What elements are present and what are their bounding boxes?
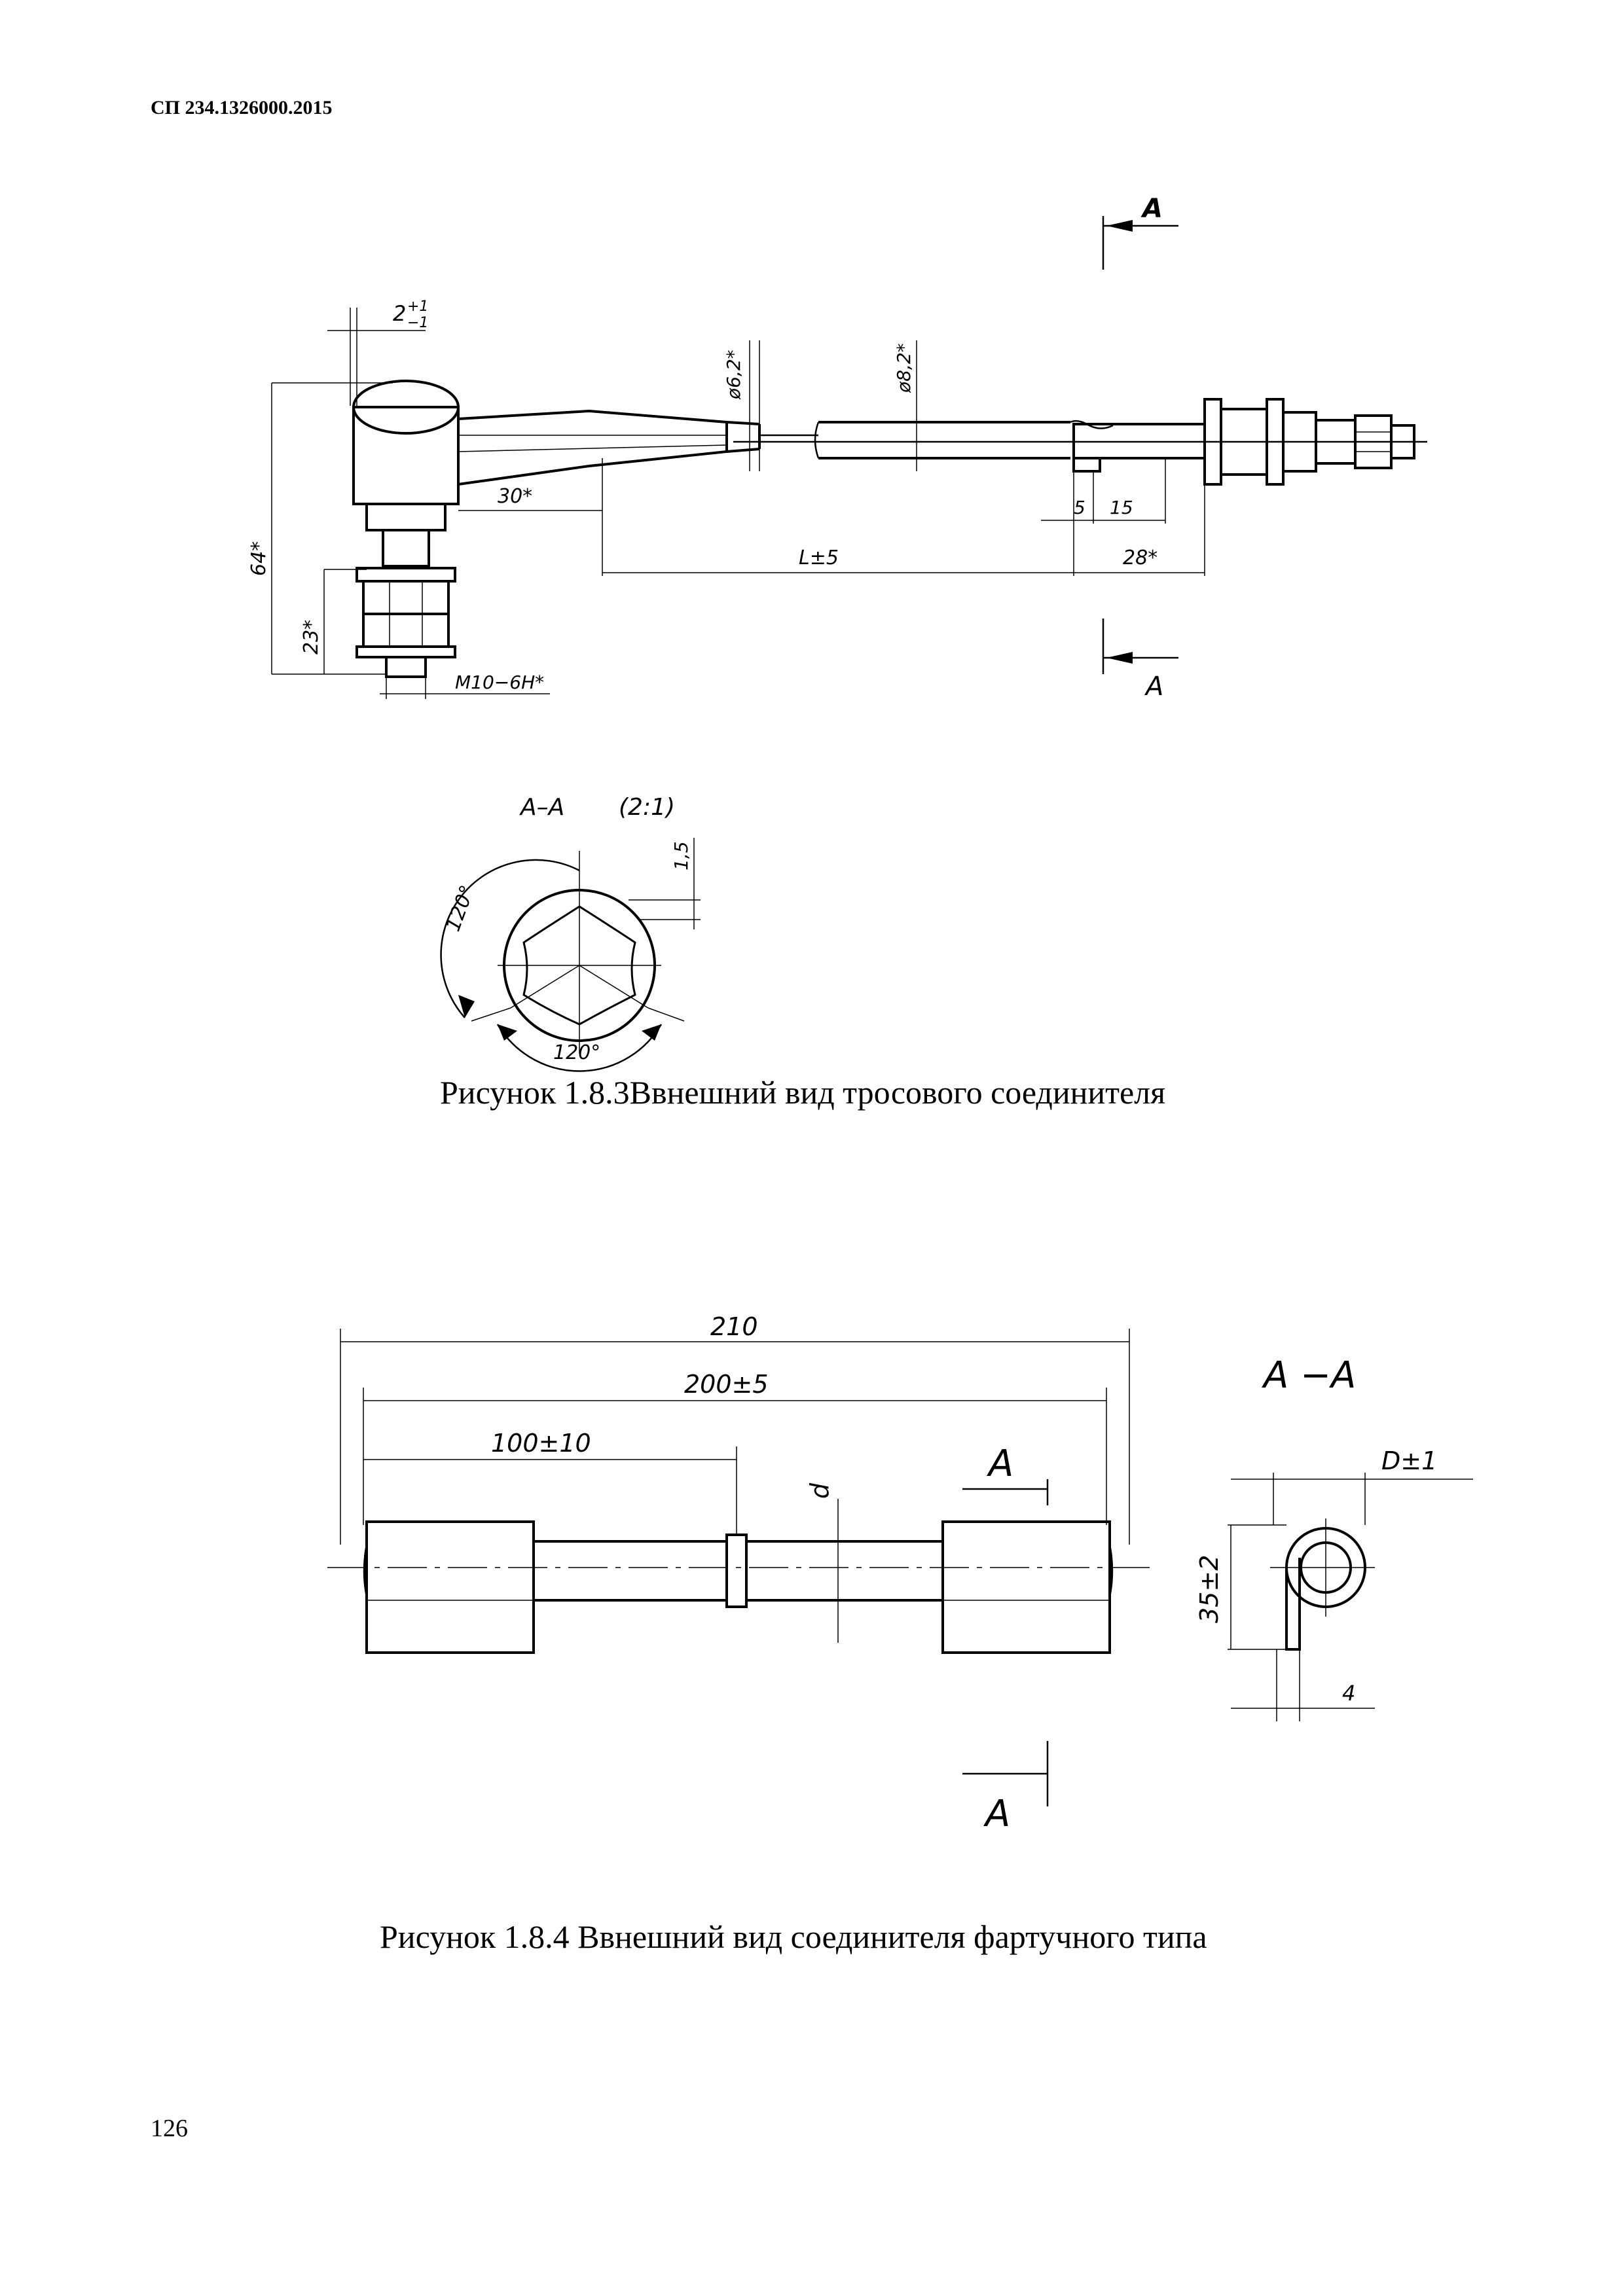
- dim-100: 100±10: [491, 1429, 591, 1458]
- section-a-a-circle: [441, 794, 701, 1071]
- section-label-bottom: A: [1146, 672, 1164, 702]
- dim-30: 30*: [498, 485, 533, 508]
- dim-35: 35±2: [1195, 1554, 1224, 1623]
- section-marker-bottom: [1103, 619, 1178, 702]
- dim-l: L±5: [799, 547, 839, 569]
- angle-label-2: 120°: [553, 1041, 601, 1064]
- section-label-top-2: A: [989, 1443, 1014, 1485]
- cable-lug: [354, 381, 759, 566]
- figure-1-8-3-cable-connector: [247, 194, 1427, 1071]
- dim-64: 64*: [247, 541, 270, 576]
- dim-d: d: [805, 1482, 834, 1499]
- document-code-header: СП 234.1326000.2015: [151, 97, 333, 118]
- dim-5: 5: [1074, 497, 1085, 518]
- dim-d-tol: D±1: [1381, 1446, 1438, 1475]
- apron-section-a-a: [1195, 1354, 1473, 1721]
- section-title-2: A −A: [1264, 1354, 1357, 1397]
- section-label-bottom-2: A: [985, 1793, 1011, 1835]
- dim-2-plus: +1: [407, 298, 429, 315]
- section-title: A–A: [520, 794, 565, 821]
- lug-nuts: [357, 568, 455, 677]
- figure-caption-2: Рисунок 1.8.4 Ввнешний вид соединителя фартучного типа: [380, 1918, 1207, 1955]
- dim-thread: M10−6H*: [455, 672, 545, 693]
- dim-2: 2: [393, 301, 407, 326]
- page-number: 126: [151, 2115, 188, 2142]
- fig2-dimensions: [340, 1312, 1129, 1835]
- dim-d62: ø6,2*: [723, 350, 744, 399]
- dim-1-5: 1,5: [670, 841, 692, 870]
- dim-200: 200±5: [684, 1370, 769, 1399]
- section-scale: (2:1): [619, 794, 676, 821]
- angle-label-1: 120°: [441, 882, 480, 935]
- fig1-dimensions: [247, 298, 1205, 699]
- section-marker-top: [1103, 194, 1178, 270]
- dim-4: 4: [1342, 1681, 1356, 1706]
- apron-connector-body: [327, 1522, 1152, 1653]
- figure-caption-1: Рисунок 1.8.3Ввнешний вид тросового соединителя: [440, 1074, 1166, 1111]
- dim-23: 23*: [300, 619, 323, 655]
- dim-2-minus: −1: [407, 315, 429, 331]
- dim-210: 210: [710, 1312, 758, 1341]
- dim-d82: ø8,2*: [893, 343, 915, 393]
- dim-15: 15: [1110, 497, 1133, 518]
- section-label-top: A: [1142, 194, 1163, 224]
- figure-1-8-4-apron-connector: [327, 1312, 1473, 1835]
- dim-28: 28*: [1123, 547, 1158, 569]
- cable: [733, 421, 1427, 458]
